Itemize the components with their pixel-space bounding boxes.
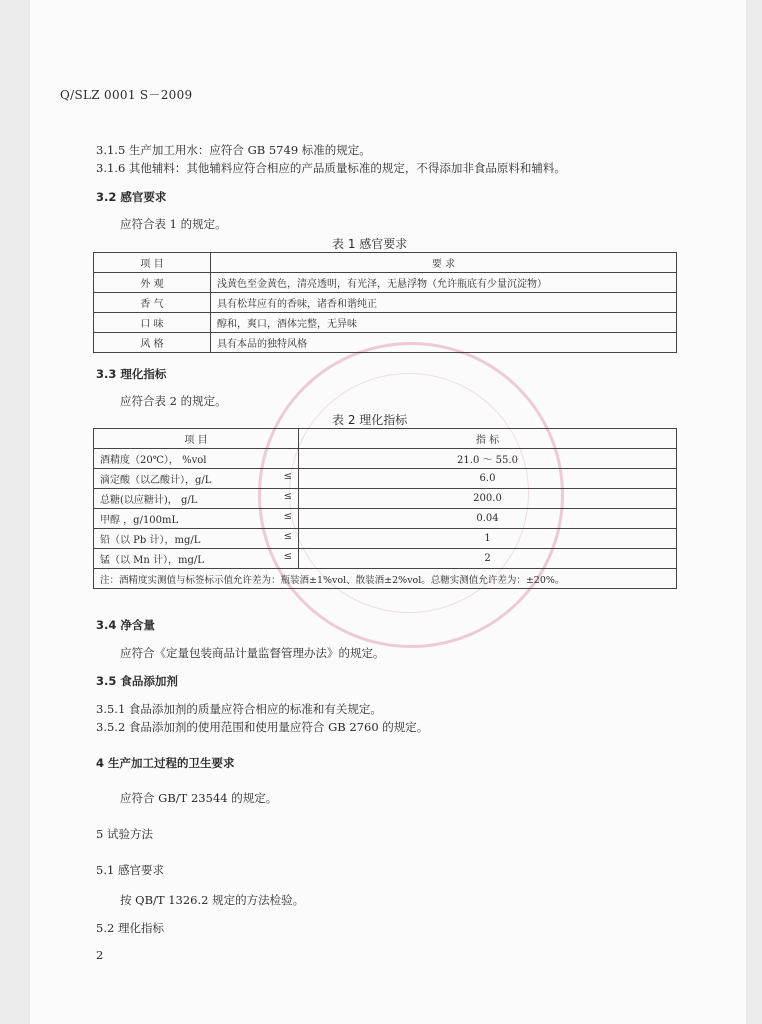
clause-3-5-2: 3.5.2 食品添加剂的使用范围和使用量应符合 GB 2760 的规定。 xyxy=(96,720,429,734)
section-3-2-text: 应符合表 1 的规定。 xyxy=(120,217,227,231)
section-3-4-heading: 3.4 净含量 xyxy=(96,618,155,632)
item-label: 铅（以 Pb 计），mg/L xyxy=(100,535,201,546)
table-row xyxy=(94,333,677,353)
section-5-2-heading: 5.2 理化指标 xyxy=(96,921,164,935)
table-cell: 具有松茸应有的香味，诸香和谐纯正 xyxy=(211,293,677,313)
section-3-2-heading: 3.2 感官要求 xyxy=(96,190,167,204)
table-cell: 21.0 ～ 55.0 xyxy=(299,449,677,469)
table-cell: 香 气 xyxy=(94,293,211,313)
table-row xyxy=(94,313,677,333)
table-header-cell: 指 标 xyxy=(299,429,677,449)
table-header-cell: 项 目 xyxy=(94,429,299,449)
section-5-1-heading: 5.1 感官要求 xyxy=(96,863,164,877)
section-3-5-heading: 3.5 食品添加剂 xyxy=(96,674,178,688)
table-cell: 口 味 xyxy=(94,313,211,333)
table-header-row xyxy=(94,253,677,273)
table-row xyxy=(94,529,677,549)
comparison-sign: ≤ xyxy=(283,551,292,562)
item-label: 酒精度（20℃）， %vol xyxy=(100,455,207,466)
table-header-cell: 要 求 xyxy=(211,253,677,273)
table-cell xyxy=(94,449,299,469)
clause-3-5-1: 3.5.1 食品添加剂的质量应符合相应的标准和有关规定。 xyxy=(96,702,382,716)
item-label: 甲醇 ，g/100mL xyxy=(100,515,179,526)
table-cell: 外 观 xyxy=(94,273,211,293)
table-cell xyxy=(94,469,299,489)
table-header-cell: 项 目 xyxy=(94,253,211,273)
table-cell: 1 xyxy=(299,529,677,549)
table2-caption: 表 2 理化指标 xyxy=(332,413,408,427)
table1-caption: 表 1 感官要求 xyxy=(332,237,408,251)
section-4-text: 应符合 GB/T 23544 的规定。 xyxy=(120,791,278,805)
table-row xyxy=(94,273,677,293)
item-label: 锰（以 Mn 计），mg/L xyxy=(100,555,204,566)
table-row xyxy=(94,509,677,529)
section-3-4-text: 应符合《定量包装商品计量监督管理办法》的规定。 xyxy=(120,646,385,660)
table-cell: 2 xyxy=(299,549,677,569)
table-cell: 200.0 xyxy=(299,489,677,509)
table-cell: 浅黄色至金黄色，清亮透明，有光泽，无悬浮物（允许瓶底有少量沉淀物） xyxy=(211,273,677,293)
table-note-row xyxy=(94,569,677,589)
doc-code: Q/SLZ 0001 S－2009 xyxy=(60,88,193,102)
table-note: 注：酒精度实测值与标签标示值允许差为：瓶装酒±1%vol、散装酒±2%vol。总糖实测值允许差为：±20%。 xyxy=(94,569,677,589)
comparison-sign: ≤ xyxy=(283,471,292,482)
comparison-sign: ≤ xyxy=(283,511,292,522)
table-cell: 风 格 xyxy=(94,333,211,353)
table-cell xyxy=(94,549,299,569)
table2-physicochemical xyxy=(93,428,677,589)
table-row xyxy=(94,549,677,569)
section-5-heading: 5 试验方法 xyxy=(96,827,153,841)
section-4-heading: 4 生产加工过程的卫生要求 xyxy=(96,756,235,770)
item-label: 总糖(以应糖计)， g/L xyxy=(100,495,198,506)
table-cell xyxy=(94,529,299,549)
table1-sensory xyxy=(93,252,677,353)
item-label: 滴定酸（以乙酸计），g/L xyxy=(100,475,212,486)
table-header-row xyxy=(94,429,677,449)
section-5-1-text: 按 QB/T 1326.2 规定的方法检验。 xyxy=(120,893,305,907)
table-cell xyxy=(94,489,299,509)
section-3-3-text: 应符合表 2 的规定。 xyxy=(120,394,227,408)
section-3-3-heading: 3.3 理化指标 xyxy=(96,367,167,381)
table-cell: 具有本品的独特风格 xyxy=(211,333,677,353)
table-row xyxy=(94,489,677,509)
table-cell: 醇和，爽口，酒体完整，无异味 xyxy=(211,313,677,333)
table-cell: 6.0 xyxy=(299,469,677,489)
page-number: 2 xyxy=(96,948,104,962)
table-row xyxy=(94,449,677,469)
clause-3-1-5: 3.1.5 生产加工用水：应符合 GB 5749 标准的规定。 xyxy=(96,143,371,157)
table-row xyxy=(94,469,677,489)
table-cell xyxy=(94,509,299,529)
table-row xyxy=(94,293,677,313)
table-cell: 0.04 xyxy=(299,509,677,529)
comparison-sign: ≤ xyxy=(283,491,292,502)
comparison-sign: ≤ xyxy=(283,531,292,542)
clause-3-1-6: 3.1.6 其他辅料：其他辅料应符合相应的产品质量标准的规定，不得添加非食品原料和辅料。 xyxy=(96,161,566,175)
